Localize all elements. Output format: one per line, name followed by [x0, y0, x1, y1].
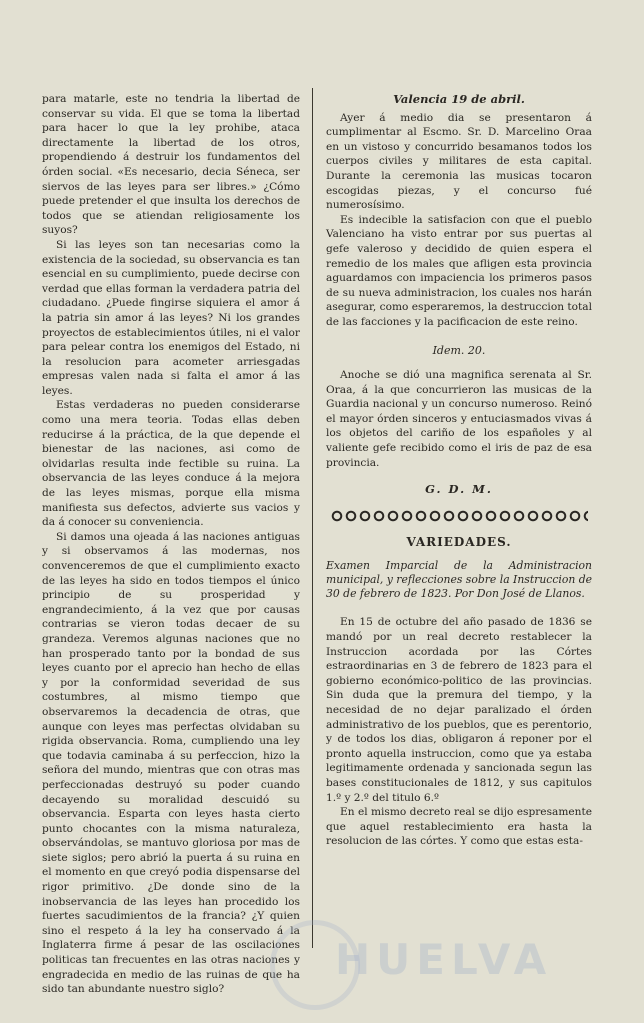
ornamental-border: [330, 509, 588, 523]
right-paragraph-5: En el mismo decreto real se dijo espresamente que aquel restablecimiento era hasta la resolucion de las córtes. Y como que estas esta-: [326, 806, 592, 848]
right-paragraph-2: Es indecible la satisfacion con que el pueblo Valenciano ha visto entrar por sus puertas al gefe valeroso y decidido de quien espera el remedio de los males que afligen esta provincia aguardamos con impaciencia los primeros pasos de su nueva administracion, los cuales nos harán asegurar, como esperaremos, la destruccion total de las facciones y la pacificacion de este reino.: [326, 213, 592, 328]
left-paragraph-3: Estas verdaderas no pueden considerarse como una mera teoria. Todas ellas deben reducirse á la práctica, de la que depende el bienestar de las naciones, asi como de olvidarlas resulta inde fectible su ruina. La observancia de las leyes conduce á la mejora de las leyes mismas, porque ella misma manifiesta sus defectos, advierte sus vacios y da á conocer su conveniencia.: [42, 399, 300, 529]
left-paragraph-2: Si las leyes son tan necesarias como la existencia de la sociedad, su observancia es tan esencial en su cumplimiento, puede decirse con verdad que ellas forman la verdadera patria del ciudadano. ¿Puede fingirse siquiera el amor á la patria sin amor á las leyes? Ni los grandes proyectos de establecimientos útiles, ni el valor para pelear contra los enemigos del Estado, ni la resolucion para acometer arriesgadas empresas valen nada si falta el amor á las leyes.: [42, 238, 300, 397]
right-paragraph-4: En 15 de octubre del año pasado de 1836 se mandó por un real decreto restablecer la Instruccion acordada por las Córtes estraordinarias en 3 de febrero de 1823 para el gobierno económico-politico de las provincias. Sin duda que la premura del tiempo, y la necesidad de no dejar paralizado el órden administrativo de los pueblos, que es perentorio, y de todos los dias, obligaron á reponer por el pronto aquella instruccion, como que ya estaba legitimamente ordenada y sancionada segun las bases constitucionales de 1812, y sus capitulos 1.º y 2.º del titulo 6.º: [326, 616, 592, 804]
section-title: VARIEDADES.: [406, 534, 512, 549]
left-paragraph-4: Si damos una ojeada á las naciones antiguas y si observamos á las modernas, nos convenceremos de que el cumplimiento exacto de las leyes ha sido en todos tiempos el único principio de su prosperidad y engrandecimiento, á la vez que por causas contrarias se vieron todas decaer de su grandeza. Veremos algunas naciones que no han prosperado tanto por la bondad de sus leyes cuanto por el aprecio han hecho de ellas y por la conformidad severidad de sus costumbres, al mismo tiempo que observaremos la decadencia de otras, que aunque con leyes mas perfectas olvidaban su rigida observancia. Roma, cumpliendo una ley que todavia caminaba á su perfeccion, hizo la señora del mundo, mientras que con otras mas perfeccionadas destruyó su poder cuando decayendo su moralidad descuidó su observancia. Esparta con leyes hasta cierto punto chocantes con la misma naturaleza, observándolas, se mantuvo gloriosa por mas de siete siglos; pero abrió la puerta á su ruina en el momento en que creyó podia dispensarse del rigor primitivo. ¿De donde sino de la inobservancia de las leyes han procedido los fuertes sacudimientos de la francia? ¿Y quien sino el respeto á la ley ha conservado á la Inglaterra firme á pesar de las oscilaciones politicas tan frecuentes en las otras naciones y engradecida en medio de las ruinas de que ha sido tan abundante nuestro siglo?: [42, 530, 300, 996]
left-paragraph-1: para matarle, este no tendria la libertad de conservar su vida. El que se toma la libertad para hacer lo que la ley prohibe, ataca directamente la libertad de los otros, propendiendo á destruir los fundamentos del órden social. «Es necesario, decia Séneca, ser siervos de las leyes para ser libres.» ¿Cómo puede pretender el que insulta los derechos de todos que se atiendan religiosamente los suyos?: [42, 93, 300, 237]
column-divider: [312, 88, 313, 948]
library-watermark: HUELVA: [335, 935, 553, 984]
left-column: [42, 0, 300, 1023]
signature: G. D. M.: [425, 482, 493, 497]
right-paragraph-1: Ayer á medio dia se presentaron á cumplimentar al Escmo. Sr. D. Marcelino Oraa en un vistoso y concurrido besamanos todos los cuerpos civiles y militares de esta capital. Durante la ceremonia las musicas tocaron escogidas piezas, y el concurso fué numerosísimo.: [326, 111, 592, 212]
idem-heading: Idem. 20.: [432, 343, 486, 357]
right-paragraph-3: Anoche se dió una magnifica serenata al Sr. Oraa, á la que concurrieron las musicas de la Guardia nacional y un concurso numeroso. Reinó el mayor órden sinceros y entuciasmados vivas á los objetos del cariño de los españoles y al valiente gefe recibido como el iris de paz de esa provincia.: [326, 369, 592, 469]
article-subtitle: Examen Imparcial de la Administracion municipal, y reflecciones sobre la Instruccion de 30 de febrero de 1823. Por Don José de Llanos.: [326, 559, 593, 601]
dateline-heading: Valencia 19 de abril.: [393, 92, 525, 106]
right-column: [326, 0, 592, 1023]
